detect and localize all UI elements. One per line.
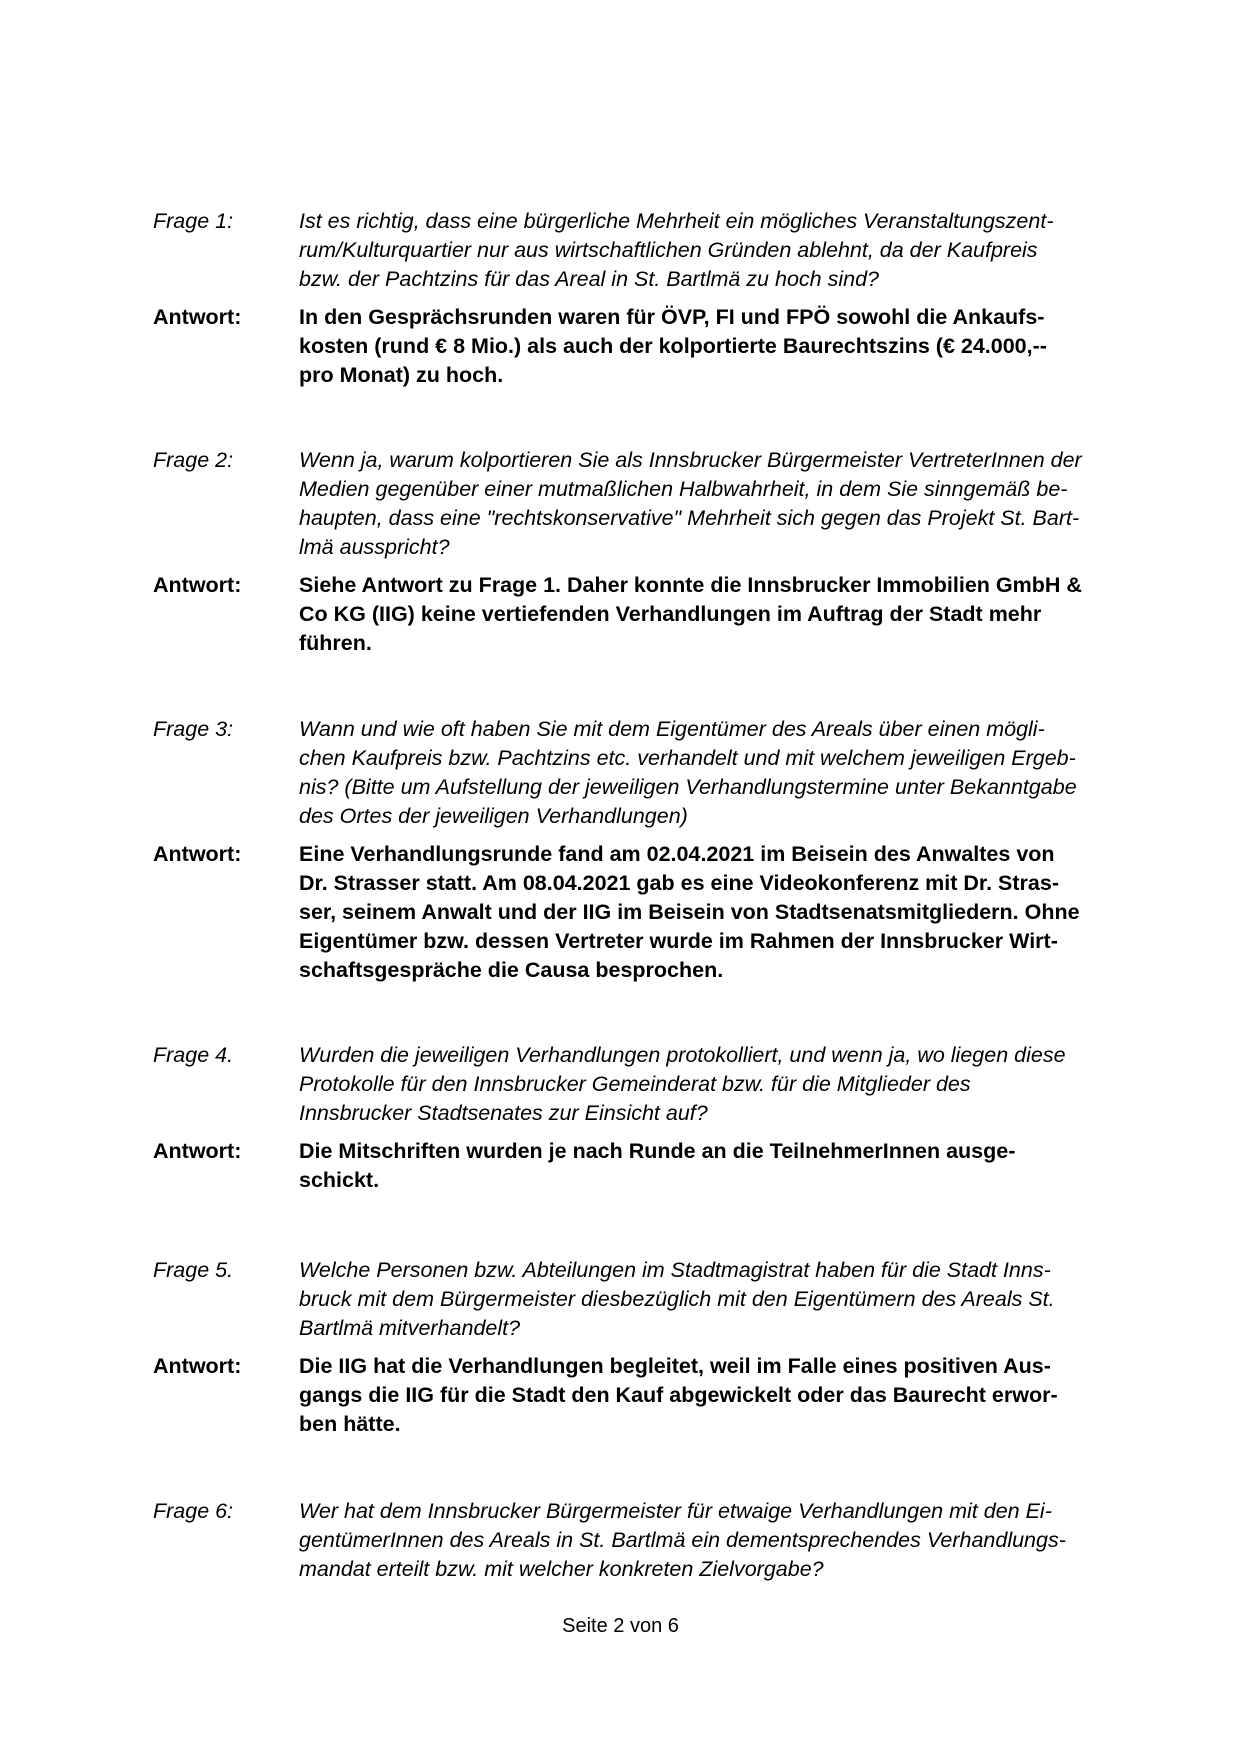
answer-label: Antwort: [153,1139,242,1163]
question-3 [153,715,1143,831]
question-6 [153,1497,1143,1584]
question-2 [153,446,1143,562]
answer-4 [153,1137,1143,1195]
qa-block-3 [153,715,1143,985]
question-text: Welche Personen bzw. Abteilungen im Stadtmagistrat haben für die Stadt Inns- bruck mit dem Bürgermeister diesbezüglich mit den Eigentümern des Areals St. Bartlmä mitverhandelt? [299,1258,1055,1340]
answer-text: In den Gesprächsrunden waren für ÖVP, FI und FPÖ sowohl die Ankaufs- kosten (rund € 8 Mio.) als auch der kolportierte Baurechtszins (€ 24.000,-- pro Monat) zu hoch. [299,305,1047,387]
answer-label: Antwort: [153,1354,242,1378]
answer-label: Antwort: [153,305,242,329]
answer-label: Antwort: [153,573,242,597]
qa-block-2 [153,446,1143,658]
qa-block-6 [153,1497,1143,1584]
qa-block-4 [153,1041,1143,1195]
answer-3 [153,840,1143,985]
question-5 [153,1256,1143,1343]
answer-text: Siehe Antwort zu Frage 1. Daher konnte die Innsbrucker Immobilien GmbH & Co KG (IIG) keine vertiefenden Verhandlungen im Auftrag der Stadt mehr führen. [299,573,1082,655]
question-text: Ist es richtig, dass eine bürgerliche Mehrheit ein mögliches Veranstaltungszent- rum/Kulturquartier nur aus wirtschaftlichen Gründen ablehnt, da der Kaufpreis bzw. der Pachtzins für das Areal in St. Bartlmä zu hoch sind? [299,209,1054,291]
question-label: Frage 5. [153,1258,234,1282]
answer-5 [153,1352,1143,1439]
question-label: Frage 4. [153,1043,234,1067]
answer-text: Die IIG hat die Verhandlungen begleitet, weil im Falle eines positiven Aus- gangs die IIG für die Stadt den Kauf abgewickelt oder das Baurecht erwor- ben hätte. [299,1354,1058,1436]
page-number-footer: Seite 2 von 6 [562,1615,679,1637]
question-1 [153,207,1143,294]
answer-2 [153,571,1143,658]
qa-block-1 [153,207,1143,390]
question-label: Frage 1: [153,209,234,233]
question-text: Wurden die jeweiligen Verhandlungen protokolliert, und wenn ja, wo liegen diese Protokolle für den Innsbrucker Gemeinderat bzw. für die Mitglieder des Innsbrucker Stadtsenates zur Einsicht auf? [299,1043,1066,1125]
question-label: Frage 2: [153,448,234,472]
answer-label: Antwort: [153,842,242,866]
question-label: Frage 3: [153,717,234,741]
question-text: Wer hat dem Innsbrucker Bürgermeister für etwaige Verhandlungen mit den Ei- gentümerInnen des Areals in St. Bartlmä ein dementsprechendes Verhandlungs- mandat erteilt bzw. mit welcher konkreten Zielvorgabe? [299,1499,1066,1581]
answer-text: Die Mitschriften wurden je nach Runde an die TeilnehmerInnen ausge- schickt. [299,1139,1016,1192]
answer-text: Eine Verhandlungsrunde fand am 02.04.2021 im Beisein des Anwaltes von Dr. Strasser statt. Am 08.04.2021 gab es eine Videokonferenz mit Dr. Stras- ser, seinem Anwalt und der IIG im Beisein von Stadtsenatsmitgliedern. Ohne Eigentümer bzw. dessen Vertreter wurde im Rahmen der Innsbrucker Wirt- schaftsgespräche die Causa besprochen. [299,842,1080,982]
question-text: Wann und wie oft haben Sie mit dem Eigentümer des Areals über einen mögli- chen Kaufpreis bzw. Pachtzins etc. verhandelt und mit welchem jeweiligen Ergeb- nis? (Bitte um Aufstellung der jeweiligen Verhandlungstermine unter Bekanntgabe des Ortes der jeweiligen Verhandlungen) [299,717,1077,828]
question-4 [153,1041,1143,1128]
qa-block-5 [153,1256,1143,1439]
answer-1 [153,303,1143,390]
question-text: Wenn ja, warum kolportieren Sie als Innsbrucker Bürgermeister VertreterInnen der Medien gegenüber einer mutmaßlichen Halbwahrheit, in dem Sie sinngemäß be- haupten, dass eine "rechtskonservative" Mehrheit sich gegen das Projekt St. Bart- lmä ausspricht? [299,448,1082,559]
question-label: Frage 6: [153,1499,234,1523]
